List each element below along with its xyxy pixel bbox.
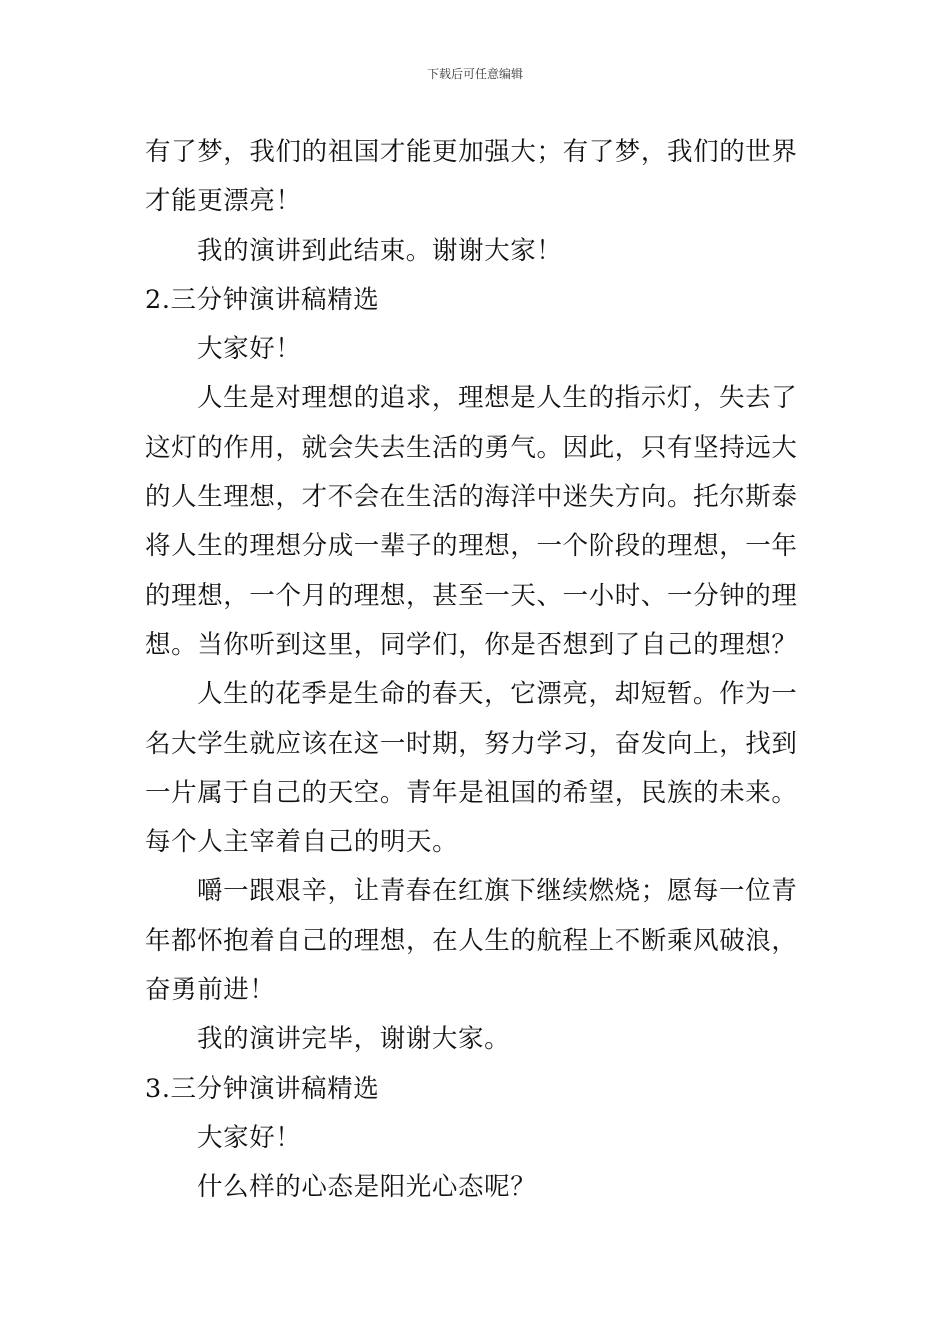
page-header: 下载后可任意编辑 xyxy=(426,67,523,81)
body-line: 每个人主宰着自己的明天。 xyxy=(145,827,459,858)
body-line: 才能更漂亮！ xyxy=(145,186,302,217)
body-line: 将人生的理想分成一辈子的理想，一个阶段的理想，一年 xyxy=(145,531,798,562)
document-body xyxy=(145,128,807,1213)
section-heading: 2.三分钟演讲稿精选 xyxy=(145,284,380,315)
greeting: 大家好！ xyxy=(197,1122,302,1153)
body-line: 有了梦，我们的祖国才能更加强大；有了梦，我们的世界 xyxy=(145,137,798,167)
paragraph-start: 人生是对理想的追求，理想是人生的指示灯，失去了 xyxy=(197,383,798,414)
greeting: 大家好！ xyxy=(197,334,302,365)
body-line: 的人生理想，才不会在生活的海洋中迷失方向。托尔斯泰 xyxy=(145,482,798,513)
body-line: 名大学生就应该在这一时期，努力学习，奋发向上，找到 xyxy=(145,728,798,759)
body-line: 想。当你听到这里，同学们，你是否想到了自己的理想？ xyxy=(145,629,798,660)
body-line: 年都怀抱着自己的理想，在人生的航程上不断乘风破浪， xyxy=(145,925,798,956)
section-heading: 3.三分钟演讲稿精选 xyxy=(145,1073,380,1104)
paragraph-start: 我的演讲到此结束。谢谢大家！ xyxy=(197,235,563,266)
paragraph-start: 嚼一跟艰辛，让青春在红旗下继续燃烧；愿每一位青 xyxy=(197,876,798,907)
paragraph-start: 人生的花季是生命的春天，它漂亮，却短暂。作为一 xyxy=(197,679,798,710)
paragraph-start: 什么样的心态是阳光心态呢？ xyxy=(197,1172,537,1203)
body-line: 一片属于自己的天空。青年是祖国的希望，民族的未来。 xyxy=(145,777,798,808)
paragraph-start: 我的演讲完毕，谢谢大家。 xyxy=(197,1024,511,1055)
body-line: 这灯的作用，就会失去生活的勇气。因此，只有坚持远大 xyxy=(145,432,798,463)
body-line: 的理想，一个月的理想，甚至一天、一小时、一分钟的理 xyxy=(145,580,798,611)
body-line: 奋勇前进！ xyxy=(145,975,276,1006)
